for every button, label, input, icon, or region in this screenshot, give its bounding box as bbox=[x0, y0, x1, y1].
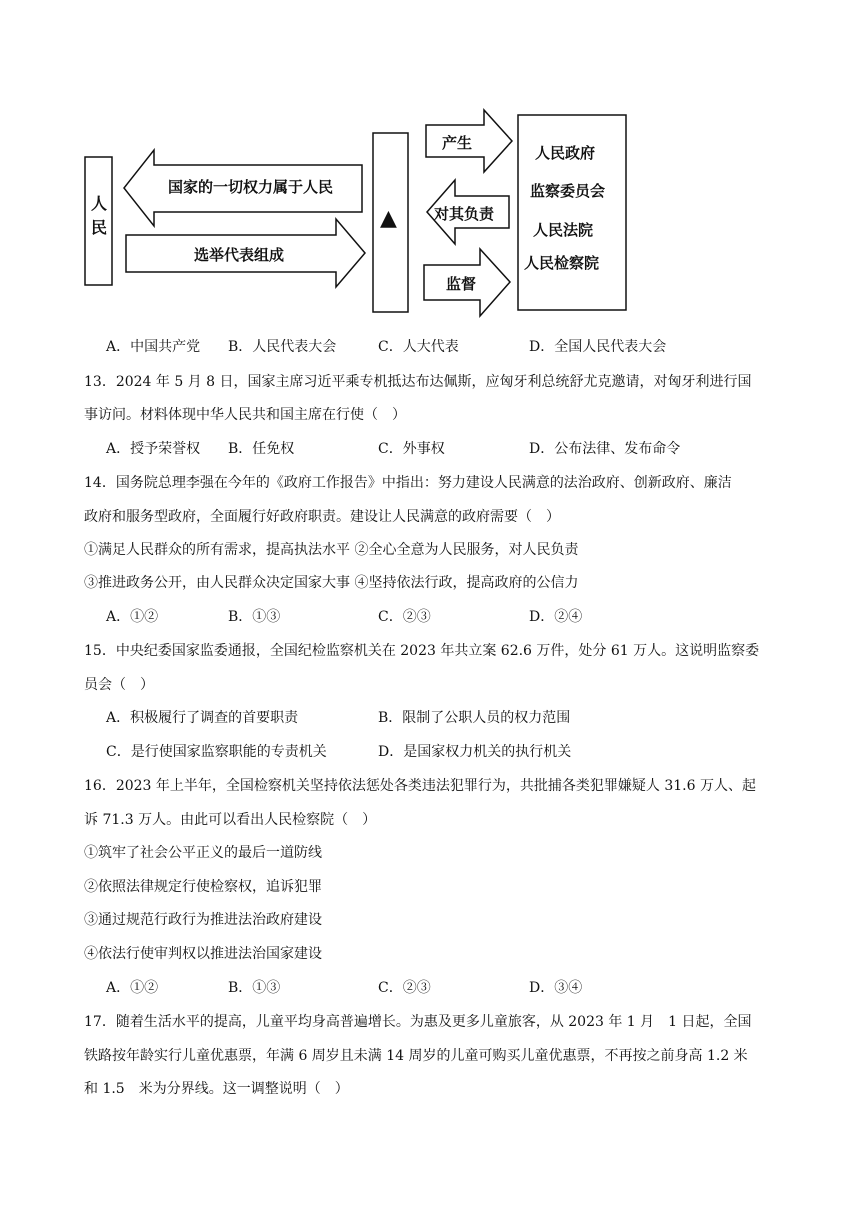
q14-option-d: D．②④ bbox=[529, 609, 583, 625]
q13-option-c: C．外事权 bbox=[378, 441, 445, 457]
q13-stem-line-2: 事访问。材料体现中华人民共和国主席在行使（ ） bbox=[84, 407, 406, 423]
q14-option-a: A．①② bbox=[106, 609, 159, 625]
q12-option-a: A．中国共产党 bbox=[106, 339, 201, 355]
q14-option-c: C．②③ bbox=[378, 609, 431, 625]
q14-option-b: B．①③ bbox=[228, 609, 281, 625]
q14-stem-line-2: 政府和服务型政府，全面履行好政府职责。建设让人民满意的政府需要（ ） bbox=[84, 509, 560, 525]
q14-statement-line-2: ③推进政务公开，由人民群众决定国家大事 ④坚持依法行政，提高政府的公信力 bbox=[84, 575, 579, 591]
q12-option-d: D．全国人民代表大会 bbox=[529, 339, 667, 355]
q12-option-c: C．人大代表 bbox=[378, 339, 459, 355]
q17-stem-line-1: 17．随着生活水平的提高，儿童平均身高普遍增长。为惠及更多儿童旅客，从 2023 年 1 月 1 日起，全国 bbox=[84, 1014, 752, 1030]
q16-stem-line-2: 诉 71.3 万人。由此可以看出人民检察院（ ） bbox=[84, 812, 377, 828]
q13-stem-line-1: 13．2024 年 5 月 8 日，国家主席习近平乘专机抵达布达佩斯，应匈牙利总统舒尤克邀请，对匈牙利进行国 bbox=[84, 374, 752, 390]
q13-option-a: A．授予荣誉权 bbox=[106, 441, 201, 457]
arrow-produce-label: 产生 bbox=[442, 134, 473, 152]
q16-statement-4: ④依法行使审判权以推进法治国家建设 bbox=[84, 946, 322, 962]
arrow-responsible-label: 对其负责 bbox=[434, 205, 495, 223]
q12-option-b: B．人民代表大会 bbox=[228, 339, 337, 355]
organ-people-procuratorate: 人民检察院 bbox=[524, 254, 600, 272]
q15-stem-line-2: 员会（ ） bbox=[84, 677, 154, 693]
q16-statement-3: ③通过规范行政行为推进法治政府建设 bbox=[84, 912, 322, 928]
q16-statement-2: ②依照法律规定行使检察权，追诉犯罪 bbox=[84, 879, 322, 895]
organ-people-government: 人民政府 bbox=[535, 144, 596, 162]
diagram-shapes bbox=[0, 0, 860, 330]
q16-stem-line-1: 16．2023 年上半年，全国检察机关坚持依法惩处各类违法犯罪行为，共批捕各类犯罪嫌疑人 31.6 万人、起 bbox=[84, 778, 756, 794]
q17-stem-line-2: 铁路按年龄实行儿童优惠票，年满 6 周岁且未满 14 周岁的儿童可购买儿童优惠票，不再按之前身高 1.2 米 bbox=[84, 1048, 748, 1064]
arrow-elect-label: 选举代表组成 bbox=[194, 246, 285, 264]
q15-option-d: D．是国家权力机关的执行机关 bbox=[378, 744, 572, 760]
q16-option-c: C．②③ bbox=[378, 980, 431, 996]
arrow-supervise-label: 监督 bbox=[446, 275, 477, 293]
q16-option-b: B．①③ bbox=[228, 980, 281, 996]
q15-stem-line-1: 15．中央纪委国家监委通报，全国纪检监察机关在 2023 年共立案 62.6 万件，处分 61 万人。这说明监察委 bbox=[84, 643, 760, 659]
q15-option-b: B．限制了公职人员的权力范围 bbox=[378, 710, 571, 726]
power-structure-diagram bbox=[0, 0, 860, 330]
arrow-power-label: 国家的一切权力属于人民 bbox=[168, 178, 334, 196]
triangle-placeholder-icon: ▲ bbox=[380, 206, 397, 231]
q16-statement-1: ①筑牢了社会公平正义的最后一道防线 bbox=[84, 845, 322, 861]
q15-option-c: C．是行使国家监察职能的专责机关 bbox=[106, 744, 327, 760]
q16-option-a: A．①② bbox=[106, 980, 159, 996]
q13-option-d: D．公布法律、发布命令 bbox=[529, 441, 681, 457]
organ-supervisory-commission: 监察委员会 bbox=[530, 182, 606, 200]
q17-stem-line-3: 和 1.5 米为分界线。这一调整说明（ ） bbox=[84, 1081, 349, 1097]
q14-stem-line-1: 14．国务院总理李强在今年的《政府工作报告》中指出：努力建设人民满意的法治政府、创新政府、廉洁 bbox=[84, 475, 732, 491]
people-label: 人民 bbox=[90, 194, 107, 237]
q16-option-d: D．③④ bbox=[529, 980, 583, 996]
q14-statement-line-1: ①满足人民群众的所有需求，提高执法水平 ②全心全意为人民服务，对人民负责 bbox=[84, 542, 579, 558]
q13-option-b: B．任免权 bbox=[228, 441, 295, 457]
organ-people-court: 人民法院 bbox=[533, 221, 594, 239]
q15-option-a: A．积极履行了调查的首要职责 bbox=[106, 710, 299, 726]
